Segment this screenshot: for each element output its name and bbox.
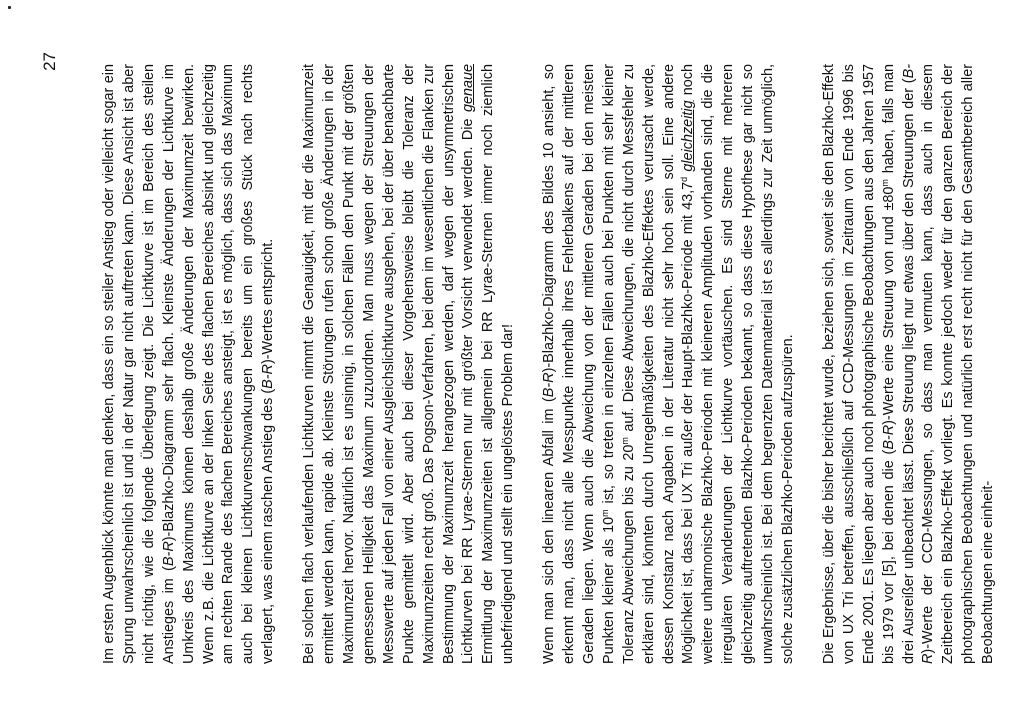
superscript-unit: d <box>679 176 690 182</box>
paragraph <box>820 64 999 664</box>
text-run: Im ersten Augenblick könnte man denken, dass ein so steiler Anstieg oder vielleicht sogar ein Sprung unwahrscheinlich ist und in der Natur gar nicht auftreten kann. Diese Ansicht ist aber nicht richtig, wie die folgende Überlegung zeigt. Die Lichtkurve ist im Bereich des steilen Anstieges im ( <box>101 64 177 664</box>
emphasized-text: gleichzeitig <box>680 100 697 172</box>
text-run: Die Ergebnisse, über die bisher berichtet wurde, beziehen sich, soweit sie den Blazhko-Effekt von UX Tri betreffen, ausschließlich auf CCD-Messungen im Zeitraum von Ende 1996 bis Ende 2001. Es liegen aber auch noch photographische Beobachtungen aus den Jahren 1957 bis 1979 vor [5], bei denen die ( <box>820 64 897 664</box>
text-run: Ermittlung der Maximumzeiten ist allgemein bei RR Lyrae-Sternen immer noch ziemlich unbefriedigend und stellt ein ungelöstes Problem dar! <box>480 64 517 664</box>
superscript-unit: m <box>619 437 630 445</box>
scan-speck <box>8 6 11 9</box>
text-run: )-Blazhko-Diagramm sehr flach. Kleinste Änderungen der Lichtkurve im Umkreis des Maximums können deshalb große Änderungen der Maximumzeit bewirken. Wenn z.B. die Lichtkurve an der linken Seite des flachen Bereiches absinkt und gleichzeitig am rechten Rande des flachen Bereiches ansteigt, ist es möglich, dass sich das Maximum auch bei kleinen Lichtkurvenschwankungen bereits um ein großes Stück nach rechts verlagert, was einem raschen Anstieg des ( <box>160 64 277 664</box>
superscript-unit: m <box>879 179 890 187</box>
paragraph <box>300 64 519 664</box>
text-run <box>680 172 696 177</box>
text-run: auf. Diese Abweichungen, die nicht durch Messfehler zu erklären sind, könnten durch Unregelmäßigkeiten des Blazhko-Effektes verursacht werde, dessen Konstanz nach Angaben in der Literatur nicht sehr hoch sein soll. Eine andere Möglichkeit ist, dass bei UX Tri außer der Haupt-Blazhko-Periode mit 43,7 <box>620 64 697 664</box>
text-run: ist, so treten in einzelnen Fällen auch bei Punkten mit sehr kleiner Toleranz Abweichungen bis zu 20 <box>600 64 637 664</box>
text-run: )-Blazhko-Diagramm des Bildes 10 ansieht, so erkennt man, dass nicht alle Messpunkte innerhalb ihres Fehlerbalkens auf der mittleren Geraden liegen. Wenn auch die Abweichung von der mittleren Geraden bei den meisten Punkten kleiner als 10 <box>541 64 617 664</box>
page-number: 27 <box>40 52 59 71</box>
emphasized-text: genaue <box>460 64 477 113</box>
emphasized-text: B-R <box>541 372 558 398</box>
body-text <box>100 64 999 664</box>
emphasized-text: B-R <box>160 541 177 567</box>
text-run: Bei solchen flach verlaufenden Lichtkurven nimmt die Genauigkeit, mit der die Maximumzeit ermittelt werden kann, rapide ab. Kleinste Störungen rufen schon große Änderungen in der Maximumzeit hervor. Natürlich ist es unsinnig, in solchen Fällen den Punkt mit der größten gemessenen Helligkeit das Maximum zuzuordnen. Man muss wegen der Streuungen der Messwerte auf jeden Fall von einer Ausgleichslichtkurve ausgehen, bei der über benachbarte Punkte gemittelt wird. Aber auch bei dieser Vorgehensweise bleibt die Toleranz der Maximumzeiten recht groß. Das Pogson-Verfahren, bei dem im wesentlichen die Flanken zur Bestimmung der Maximumzeit herangezogen werden, darf wegen der unsymmetrischen Lichtkurven bei RR Lyrae-Sternen nur mit größter Vorsicht verwendet werden. Die <box>301 64 477 664</box>
emphasized-text: B-R <box>900 64 937 664</box>
superscript-unit: m <box>599 509 610 517</box>
text-run: noch weitere unharmonische Blazhko-Perioden mit kleineren Amplituden vorhanden sind, die die irregulären Veränderungen der Lichtkurve vortäuschen. Es sind Sterne mit mehreren gleichzeitig auftretenden Blazhko-Perioden bekannt, so dass diese Hypothese gar nicht so unwahrscheinlich ist. Bei dem begrenzten Datenmaterial ist es allerdings zur Zeit unmöglich, solche zusätzlichen Blazhko-Perioden aufzuspüren. <box>680 64 796 664</box>
text-run: )-Wertes entspricht. <box>260 238 277 365</box>
paragraph <box>540 64 799 664</box>
emphasized-text: B-R <box>260 364 277 389</box>
emphasized-text: B-R <box>880 424 897 450</box>
text-run: )-Werte eine Streuung von rund ±80 <box>880 186 897 425</box>
text-run: haben, falls man drei Ausreißer unbeachtet lässt. Diese Streuung liegt nur etwas über den Streuungen der ( <box>880 64 917 664</box>
text-run: )-Werte der CCD-Messungen, so dass man vermuten kann, dass auch in diesem Zeitbereich ein Blazhko-Effekt vorliegt. Es konnte jedoch weder für den ganzen Bereich der photographischen Beobachtungen und natürlich erst recht nicht für den Gesamtbereich aller Beobachtungen eine einheit- <box>920 64 997 664</box>
text-run: Wenn man sich den linearen Abfall im ( <box>541 397 558 664</box>
paragraph <box>100 64 279 664</box>
